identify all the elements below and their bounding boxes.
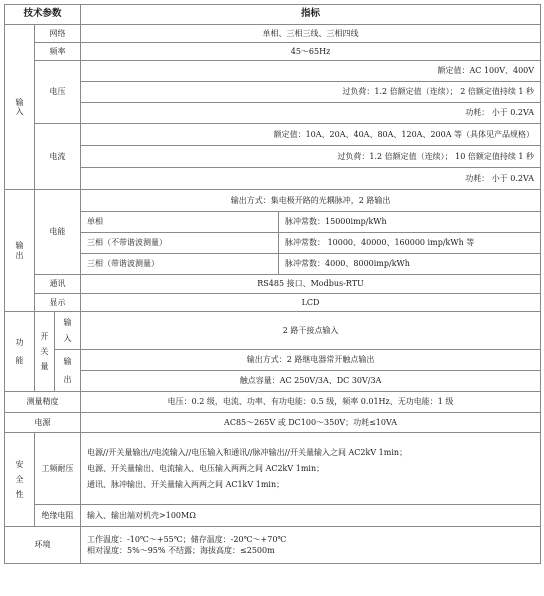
switch-label: 开 关 量 bbox=[35, 312, 55, 392]
environment-value bbox=[81, 527, 541, 564]
voltage-overload: 过负荷：1.2 倍额定值（连续）； 2 倍额定值持续 1 秒 bbox=[81, 82, 541, 103]
switch-contact: 触点容量：AC 250V/3A、DC 30V/3A bbox=[81, 371, 541, 392]
current-label: 电流 bbox=[35, 124, 81, 190]
energy-type: 三相（带谐波测量） bbox=[81, 254, 279, 275]
display-label: 显示 bbox=[35, 294, 81, 312]
header-spec: 指标 bbox=[81, 5, 541, 25]
table-row bbox=[5, 124, 541, 146]
switch-output-label: 输 出 bbox=[55, 350, 81, 392]
withstand-line: 通讯、脉冲输出、开关量输入两两之间 AC1kV 1min； bbox=[87, 480, 285, 490]
table-row bbox=[5, 371, 541, 392]
network-value: 单相、三相三线、三相四线 bbox=[81, 25, 541, 43]
switch-input-label: 输 入 bbox=[55, 312, 81, 350]
table-row bbox=[5, 212, 541, 233]
switch-input-value: 2 路干接点输入 bbox=[81, 312, 541, 350]
withstand-line: 电源//开关量输出//电流输入//电压输入和通讯//脉冲输出//开关量输入之间 AC2kV 1min； bbox=[87, 447, 408, 457]
environment-label: 环境 bbox=[5, 527, 81, 564]
output-group-label: 输 出 bbox=[5, 190, 35, 312]
table-row bbox=[5, 392, 541, 413]
energy-mode: 输出方式：集电极开路的光耦脉冲，2 路输出 bbox=[81, 190, 541, 212]
voltage-power: 功耗： 小于 0.2VA bbox=[81, 103, 541, 124]
energy-type: 单相 bbox=[81, 212, 279, 233]
header-param: 技术参数 bbox=[5, 5, 81, 25]
voltage-rated: 额定值：AC 100V、400V bbox=[81, 61, 541, 82]
energy-type: 三相（不带谐波测量） bbox=[81, 233, 279, 254]
table-row bbox=[5, 233, 541, 254]
withstand-value bbox=[81, 433, 541, 505]
input-group-label: 输 入 bbox=[5, 25, 35, 190]
accuracy-label: 测量精度 bbox=[5, 392, 81, 413]
table-header-row bbox=[5, 5, 541, 25]
table-row bbox=[5, 312, 541, 350]
voltage-label: 电压 bbox=[35, 61, 81, 124]
spec-table bbox=[4, 4, 541, 564]
table-row bbox=[5, 168, 541, 190]
comm-value: RS485 接口、Modbus-RTU bbox=[81, 275, 541, 294]
environment-line: 工作温度：-10℃～+55℃；储存温度：-20℃～+70℃ bbox=[87, 534, 287, 544]
environment-line: 相对湿度：5%～95% 不结露；海拔高度：≤2500m bbox=[87, 546, 275, 555]
table-row bbox=[5, 25, 541, 43]
table-row bbox=[5, 275, 541, 294]
power-supply-label: 电源 bbox=[5, 413, 81, 433]
table-row bbox=[5, 103, 541, 124]
function-group-label: 功 能 bbox=[5, 312, 35, 392]
table-row bbox=[5, 433, 541, 505]
withstand-line: 电源、开关量输出、电流输入、电压输入两两之间 AC2kV 1min； bbox=[87, 463, 325, 473]
table-row bbox=[5, 254, 541, 275]
current-power: 功耗： 小于 0.2VA bbox=[81, 168, 541, 190]
withstand-label: 工频耐压 bbox=[35, 433, 81, 505]
table-row bbox=[5, 294, 541, 312]
comm-label: 通讯 bbox=[35, 275, 81, 294]
accuracy-value: 电压：0.2 级，电流、功率、有功电能：0.5 级，频率 0.01Hz、无功电能：1 级 bbox=[81, 392, 541, 413]
table-row bbox=[5, 146, 541, 168]
table-row bbox=[5, 350, 541, 371]
frequency-label: 频率 bbox=[35, 43, 81, 61]
power-supply-value: AC85～265V 或 DC100～350V；功耗≤10VA bbox=[81, 413, 541, 433]
current-rated: 额定值：10A、20A、40A、80A、120A、200A 等（具体见产品规格） bbox=[81, 124, 541, 146]
frequency-value: 45～65Hz bbox=[81, 43, 541, 61]
network-label: 网络 bbox=[35, 25, 81, 43]
table-row bbox=[5, 413, 541, 433]
energy-pulse: 脉冲常数：15000imp/kWh bbox=[279, 212, 541, 233]
table-row bbox=[5, 190, 541, 212]
energy-label: 电能 bbox=[35, 190, 81, 275]
table-row bbox=[5, 82, 541, 103]
insulation-value: 输入、输出端对机壳>100MΩ bbox=[81, 505, 541, 527]
display-value: LCD bbox=[81, 294, 541, 312]
table-row bbox=[5, 527, 541, 564]
table-row bbox=[5, 43, 541, 61]
energy-pulse: 脉冲常数： 10000、40000、160000 imp/kWh 等 bbox=[279, 233, 541, 254]
table-row bbox=[5, 61, 541, 82]
insulation-label: 绝缘电阻 bbox=[35, 505, 81, 527]
energy-pulse: 脉冲常数：4000、8000imp/kWh bbox=[279, 254, 541, 275]
switch-output-mode: 输出方式：2 路继电器常开触点输出 bbox=[81, 350, 541, 371]
safety-group-label: 安 全 性 bbox=[5, 433, 35, 527]
table-row bbox=[5, 505, 541, 527]
current-overload: 过负荷：1.2 倍额定值（连续）； 10 倍额定值持续 1 秒 bbox=[81, 146, 541, 168]
